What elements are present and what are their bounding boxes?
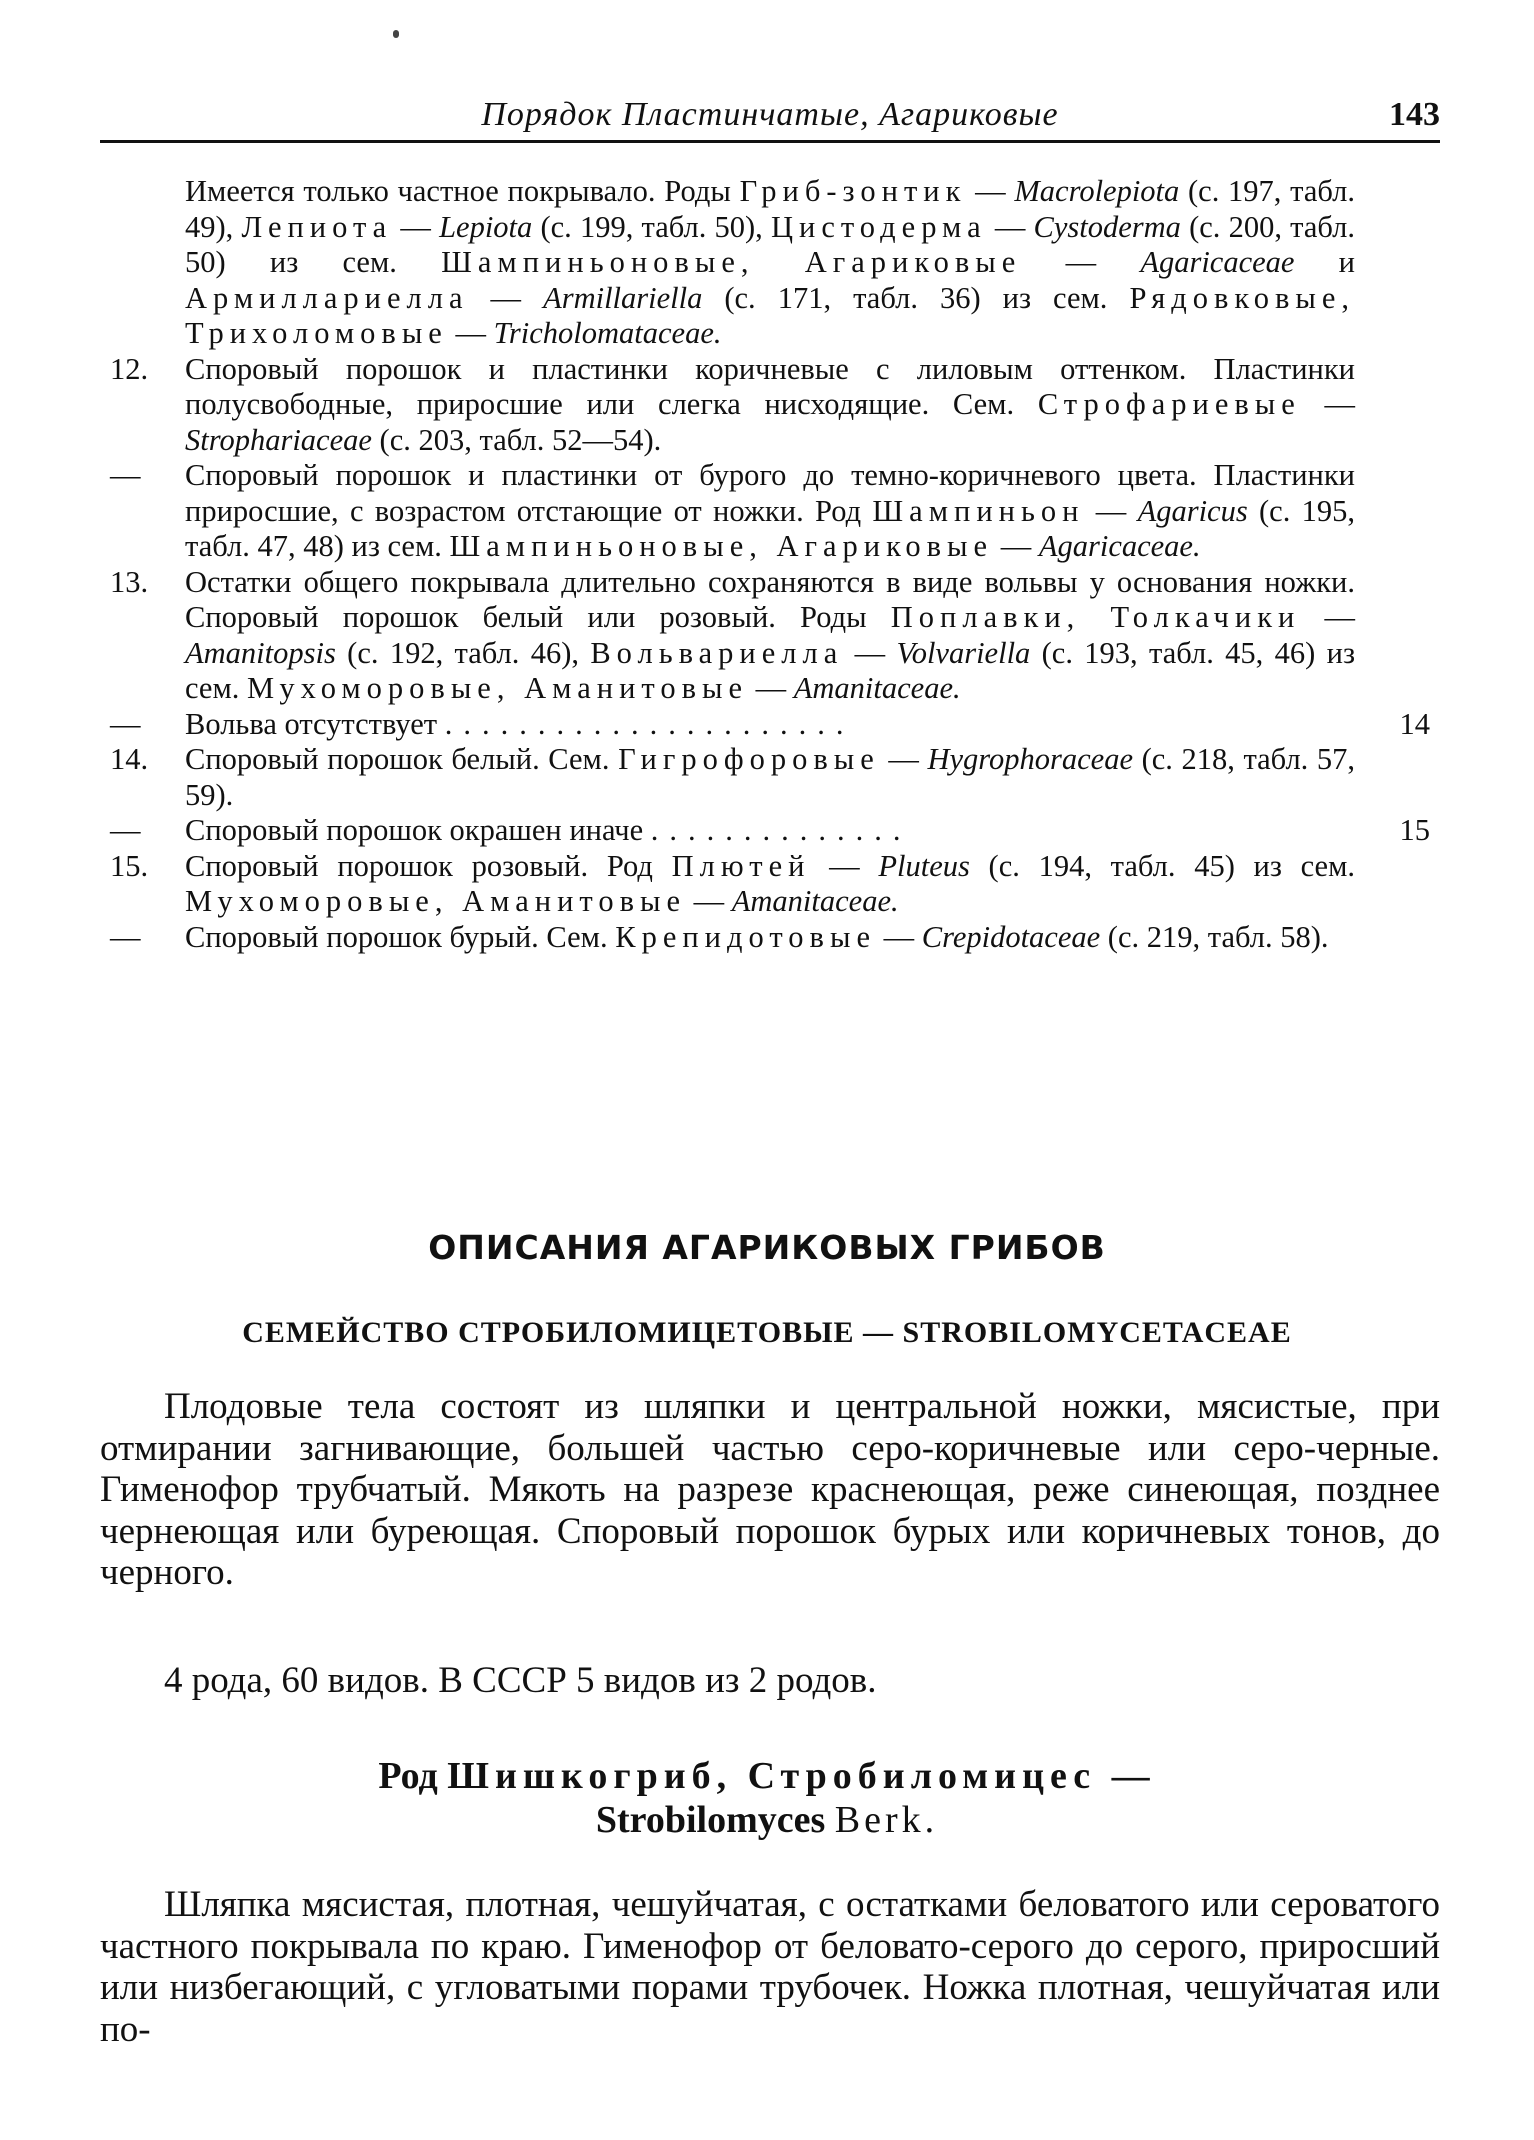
goto-reference: 14 [1399,706,1430,741]
genus-name: Цистодерма [770,209,987,244]
key-entry-15-alt: — Споровый порошок бурый. Сем. Крепидотовые — Crepidotaceae (с. 219, табл. 58). [110,919,1329,954]
leader-dots: ...................... [444,706,855,741]
genus-latin-name: Strobilomyces [595,1799,835,1841]
latin-name: Tricholomataceae. [493,316,722,350]
entry-dash: — [110,919,141,954]
identification-key [110,174,1430,955]
genus-author: Berk. [834,1799,939,1841]
key-entry-13-alt: — Вольва отсутствует ...................... 14 [110,706,1430,741]
latin-name: Amanitopsis [185,635,336,670]
latin-name: Volvariella [896,635,1031,670]
latin-name: Agaricus [1137,493,1248,528]
page-number: 143 [1389,96,1440,133]
entry-dash: — [110,813,141,847]
family-name: Мухоморовые, Аманитовые [247,671,749,705]
genus-prefix: Род [378,1755,448,1797]
genus-name: Шампиньон [872,493,1085,528]
genus-name: Плютей [671,848,811,883]
key-entry-intro: Имеется только частное покрывало. Роды Гриб-зонтик — Macrolepiota (с. 197, табл. 49), Лепиота — Lepiota (с. 199, табл. 50), Цистодерма — Cystoderma (с. 200, табл. 50) из сем. Шампиньоновые, Агариковые — Agaricaceae и Армиллариелла — Armillariella (с. 171, табл. 36) из сем. Рядовковые, Трихоломовые — Tricholomataceae. [185,174,1356,350]
latin-name: Hygrophoraceae [927,742,1134,776]
entry-number: 15. [110,848,149,883]
genus-name: Гриб-зонтик [739,174,967,208]
family-name: Шампиньоновые, Агариковые [441,245,1022,279]
section-title: ОПИСАНИЯ АГАРИКОВЫХ ГРИБОВ [428,1228,1106,1267]
entry-dash: — [110,706,141,741]
latin-name: Cystoderma [1033,209,1181,244]
latin-name: Macrolepiota [1014,174,1180,208]
entry-dash: — [110,458,141,492]
latin-name: Amanitaceae. [731,884,899,918]
family-name: Мухоморовые, Аманитовые [185,884,687,918]
running-title: Порядок Пластинчатые, Агариковые [481,96,1059,133]
family-description: Плодовые тела состоят из шляпки и центральной ножки, мясистые, при отмирании загнивающие, большей частью серо-коричневые или серо-черные. Гименофор трубчатый. Мякоть на разрезе краснеющая, реже синеющая, позднее чернеющая или буреющая. Споровый порошок бурых или коричневых тонов, до черного. [100,1386,1440,1593]
key-entry-14: 14. Споровый порошок белый. Сем. Гигрофоровые — Hygrophoraceae (с. 218, табл. 57, 59). [110,742,1355,812]
genus-russian-names: Шишкогриб, Стробиломицес — [447,1755,1156,1797]
family-name: Гигрофоровые [618,742,880,776]
key-entry-15: 15. Споровый порошок розовый. Род Плютей — Pluteus (с. 194, табл. 45) из сем. Мухоморовые, Аманитовые — Amanitaceae. [110,848,1356,918]
family-name: Шампиньоновые, Агариковые [449,529,994,563]
goto-reference: 15 [1399,813,1430,847]
key-entry-14-alt: — Споровый порошок окрашен иначе .............. 15 [110,813,1430,847]
latin-name: Pluteus [878,848,970,883]
entry-number: 12. [110,351,149,386]
leader-dots: .............. [650,813,912,847]
latin-name: Agaricaceae [1140,245,1295,279]
page-header [100,90,1440,143]
family-name: Рядовковые, Трихоломовые [185,280,1356,350]
latin-name: Amanitaceae. [793,671,961,705]
genus-name: Поплавки, Толкачики [890,600,1301,634]
latin-name: Agaricaceae. [1038,529,1201,563]
entry-number: 14. [110,742,149,776]
family-stats: 4 рода, 60 видов. В СССР 5 видов из 2 родов. [164,1660,877,1701]
entry-number: 13. [110,564,149,599]
key-entry-12-alt: — Споровый порошок и пластинки от бурого до темно-коричневого цвета. Пластинки приросшие, с возрастом отстающие от ножки. Род Шампиньон — Agaricus (с. 195, табл. 47, 48) из сем. Шампиньоновые, Агариковые — Agaricaceae. [110,458,1355,563]
family-name: Строфариевые [1037,387,1301,421]
latin-name: Crepidotaceae [921,919,1101,954]
latin-name: Lepiota [439,209,533,244]
genus-name: Вольвариелла [590,635,844,670]
genus-description: Шляпка мясистая, плотная, чешуйчатая, с остатками беловатого или сероватого частного покрывала по краю. Гименофор от беловато-серого до серого, приросший или низбегающий, с угловатыми порами трубочек. Ножка плотная, чешуйчатая или по- [100,1884,1440,2050]
latin-name: Strophariaceae [185,422,372,457]
genus-name: Лепиота [241,209,393,244]
latin-name: Armillariella [543,280,703,315]
key-entry-13: 13. Остатки общего покрывала длительно сохраняются в виде вольвы у основания ножки. Споровый порошок белый или розовый. Роды Поплавки, Толкачики — Amanitopsis (с. 192, табл. 46), Вольвариелла — Volvariella (с. 193, табл. 45, 46) из сем. Мухоморовые, Аманитовые — Amanitaceae. [110,564,1355,705]
genus-name: Армиллариелла [185,280,469,315]
print-smudge [393,30,399,38]
family-title: СЕМЕЙСТВО СТРОБИЛОМИЦЕТОВЫЕ — STROBILOMYCETACEAE [242,1316,1292,1349]
family-name: Крепидотовые [615,919,876,954]
key-entry-12: 12. Споровый порошок и пластинки коричневые с лиловым оттенком. Пластинки полусвободные, приросшие или слегка нисходящие. Сем. Строфариевые — Strophariaceae (с. 203, табл. 52—54). [110,351,1356,457]
genus-title [0,1754,1534,1842]
